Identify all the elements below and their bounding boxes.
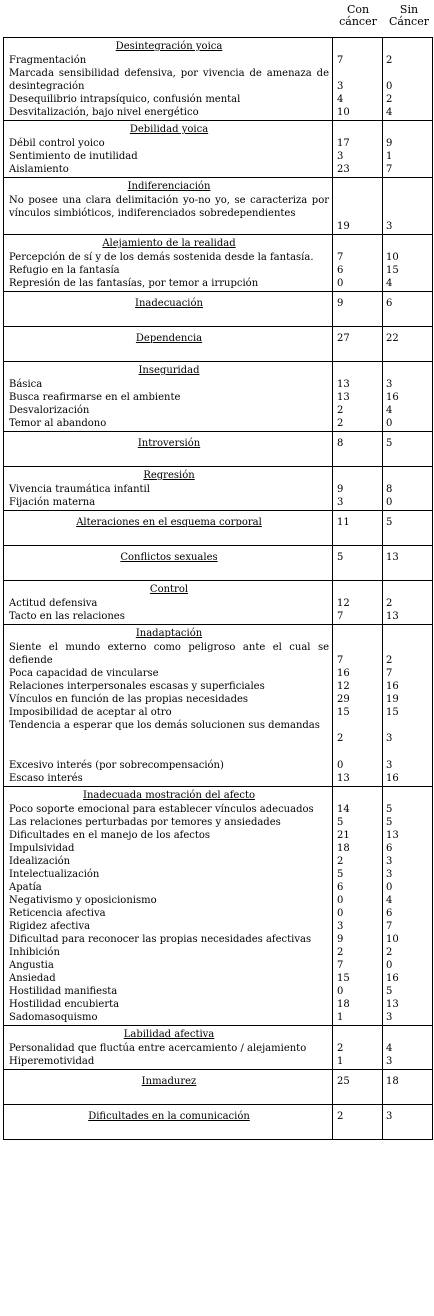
count-value: 5: [386, 517, 393, 528]
count-value: 2: [337, 418, 344, 429]
table-row: [4, 1026, 433, 1070]
count-value: 4: [386, 1043, 393, 1054]
category-cell: [4, 467, 333, 511]
count-value: 7: [337, 655, 344, 666]
category-title: Regresión: [143, 470, 195, 481]
sin-cancer-cell: [383, 1105, 433, 1140]
table-header: [0, 0, 434, 36]
count-value: 0: [386, 418, 393, 429]
sin-cancer-cell: [383, 625, 433, 787]
category-cell: [4, 38, 333, 121]
item-label: Sadomasoquismo: [9, 1012, 98, 1023]
category-cell: [4, 581, 333, 625]
count-value: 13: [386, 611, 399, 622]
category-title: Alteraciones en el esquema corporal: [76, 517, 262, 528]
count-value: 16: [386, 681, 399, 692]
count-value: 12: [337, 598, 350, 609]
sin-cancer-cell: [383, 467, 433, 511]
item-label: Ansiedad: [9, 973, 56, 984]
category-cell: [4, 1105, 333, 1140]
con-cancer-cell: [333, 178, 383, 235]
count-value: 7: [337, 960, 344, 971]
sin-cancer-cell: [383, 546, 433, 581]
count-value: 0: [386, 497, 393, 508]
count-value: 13: [337, 379, 350, 390]
sin-cancer-cell: [383, 511, 433, 546]
sin-cancer-cell: [383, 327, 433, 362]
count-value: 3: [386, 1012, 393, 1023]
con-cancer-cell: [333, 292, 383, 327]
table-row: [4, 38, 433, 121]
table-row: [4, 292, 433, 327]
count-value: 25: [337, 1076, 350, 1087]
count-value: 8: [386, 484, 393, 495]
item-label: Temor al abandono: [9, 418, 107, 429]
item-label: Impulsividad: [9, 843, 75, 854]
category-cell: [4, 625, 333, 787]
category-title: Introversión: [137, 438, 201, 449]
item-label: Fragmentación: [9, 55, 87, 66]
con-cancer-cell: [333, 327, 383, 362]
con-cancer-cell: [333, 625, 383, 787]
count-value: 22: [386, 333, 399, 344]
con-cancer-cell: [333, 38, 383, 121]
count-value: 5: [337, 817, 344, 828]
category-title: Inadecuación: [135, 298, 203, 309]
count-value: 8: [337, 438, 344, 449]
item-label: Vínculos en función de las propias necesidades: [9, 694, 249, 705]
item-label: Tacto en las relaciones: [9, 611, 125, 622]
item-label: Siente el mundo externo como peligroso ante el cual se defiende: [9, 642, 329, 666]
count-value: 14: [337, 804, 350, 815]
count-value: 4: [386, 895, 393, 906]
item-label: Tendencia a esperar que los demás solucionen sus demandas: [9, 720, 320, 731]
count-value: 3: [337, 151, 344, 162]
item-label: Reticencia afectiva: [9, 908, 106, 919]
item-label: Las relaciones perturbadas por temores y ansiedades: [9, 817, 281, 828]
item-label: Hiperemotividad: [9, 1056, 95, 1067]
category-title: Inadaptación: [135, 628, 203, 639]
count-value: 4: [386, 405, 393, 416]
count-value: 15: [337, 973, 350, 984]
count-value: 7: [386, 164, 393, 175]
item-label: Aislamiento: [9, 164, 69, 175]
count-value: 9: [337, 298, 344, 309]
count-value: 18: [337, 843, 350, 854]
con-cancer-cell: [333, 121, 383, 178]
sin-cancer-cell: [383, 787, 433, 1026]
count-value: 3: [386, 1111, 393, 1122]
category-title: Control: [149, 584, 189, 595]
table-row: [4, 511, 433, 546]
count-value: 15: [386, 265, 399, 276]
table-row: [4, 581, 433, 625]
table-row: [4, 1105, 433, 1140]
count-value: 2: [386, 947, 393, 958]
count-value: 18: [337, 999, 350, 1010]
count-value: 3: [386, 733, 393, 744]
item-label: Percepción de sí y de los demás sostenida desde la fantasía.: [9, 252, 314, 263]
count-value: 10: [386, 934, 399, 945]
sin-cancer-cell: [383, 581, 433, 625]
count-value: 2: [386, 598, 393, 609]
item-label: Dificultades en el manejo de los afectos: [9, 830, 211, 841]
category-cell: [4, 432, 333, 467]
count-value: 3: [386, 856, 393, 867]
count-value: 13: [337, 773, 350, 784]
count-value: 7: [386, 921, 393, 932]
item-label: Desvalorización: [9, 405, 90, 416]
table-row: [4, 178, 433, 235]
count-value: 12: [337, 681, 350, 692]
count-value: 10: [337, 107, 350, 118]
count-value: 2: [386, 94, 393, 105]
sin-cancer-cell: [383, 38, 433, 121]
count-value: 2: [337, 1043, 344, 1054]
con-cancer-cell: [333, 1070, 383, 1105]
count-value: 3: [386, 1056, 393, 1067]
count-value: 15: [337, 707, 350, 718]
count-value: 16: [386, 392, 399, 403]
category-cell: [4, 1070, 333, 1105]
item-label: Escaso interés: [9, 773, 83, 784]
item-label: Fijación materna: [9, 497, 96, 508]
count-value: 21: [337, 830, 350, 841]
count-value: 13: [337, 392, 350, 403]
item-label: Busca reafirmarse en el ambiente: [9, 392, 181, 403]
count-value: 6: [386, 908, 393, 919]
con-cancer-cell: [333, 235, 383, 292]
table-row: [4, 1070, 433, 1105]
item-label: Hostilidad manifiesta: [9, 986, 118, 997]
item-label: Negativismo y oposicionismo: [9, 895, 157, 906]
count-value: 9: [386, 138, 393, 149]
item-label: Dificultad para reconocer las propias necesidades afectivas: [9, 934, 312, 945]
count-value: 18: [386, 1076, 399, 1087]
category-cell: [4, 362, 333, 432]
category-cell: [4, 546, 333, 581]
comparison-table: [3, 37, 433, 1140]
count-value: 0: [386, 882, 393, 893]
category-cell: [4, 327, 333, 362]
count-value: 5: [386, 817, 393, 828]
category-title: Indiferenciación: [127, 181, 211, 192]
category-title: Inadecuada mostración del afecto: [83, 790, 255, 801]
count-value: 3: [386, 760, 393, 771]
count-value: 0: [386, 81, 393, 92]
item-label: Represión de las fantasías, por temor a irrupción: [9, 278, 259, 289]
category-cell: [4, 787, 333, 1026]
count-value: 5: [386, 804, 393, 815]
count-value: 3: [386, 221, 393, 232]
count-value: 2: [337, 405, 344, 416]
count-value: 16: [386, 973, 399, 984]
count-value: 1: [337, 1012, 344, 1023]
count-value: 4: [386, 278, 393, 289]
count-value: 0: [337, 908, 344, 919]
con-cancer-cell: [333, 787, 383, 1026]
item-label: Excesivo interés (por sobrecompensación): [9, 760, 224, 771]
count-value: 2: [386, 655, 393, 666]
count-value: 0: [337, 986, 344, 997]
item-label: Inhibición: [9, 947, 60, 958]
count-value: 11: [337, 517, 350, 528]
item-label: Desequilibrio intrapsíquico, confusión mental: [9, 94, 241, 105]
count-value: 3: [337, 81, 344, 92]
count-value: 3: [386, 379, 393, 390]
count-value: 3: [386, 869, 393, 880]
item-label: No posee una clara delimitación yo-no yo, se caracteriza por vínculos simbióticos, indiferenciados sobredependientes: [9, 195, 329, 219]
item-label: Sentimiento de inutilidad: [9, 151, 138, 162]
table-row: [4, 121, 433, 178]
sin-cancer-cell: [383, 121, 433, 178]
count-value: 10: [386, 252, 399, 263]
count-value: 1: [337, 1056, 344, 1067]
count-value: 4: [386, 107, 393, 118]
count-value: 15: [386, 707, 399, 718]
category-title: Conflictos sexuales: [120, 552, 218, 563]
count-value: 16: [386, 773, 399, 784]
item-label: Vivencia traumática infantil: [9, 484, 150, 495]
count-value: 2: [337, 947, 344, 958]
count-value: 2: [337, 733, 344, 744]
column-header-con-cancer: Con cáncer: [339, 3, 377, 28]
item-label: Intelectualización: [9, 869, 100, 880]
count-value: 13: [386, 552, 399, 563]
count-value: 13: [386, 830, 399, 841]
con-cancer-cell: [333, 432, 383, 467]
table-row: [4, 625, 433, 787]
table-row: [4, 787, 433, 1026]
count-value: 1: [386, 151, 393, 162]
table-row: [4, 327, 433, 362]
category-title: Debilidad yoica: [129, 124, 209, 135]
category-cell: [4, 1026, 333, 1070]
item-label: Débil control yoico: [9, 138, 105, 149]
count-value: 2: [337, 1111, 344, 1122]
category-title: Inseguridad: [138, 365, 200, 376]
sin-cancer-cell: [383, 1026, 433, 1070]
category-title: Inmadurez: [141, 1076, 197, 1087]
sin-cancer-cell: [383, 1070, 433, 1105]
count-value: 6: [386, 843, 393, 854]
category-cell: [4, 511, 333, 546]
count-value: 29: [337, 694, 350, 705]
item-label: Básica: [9, 379, 43, 390]
count-value: 5: [386, 438, 393, 449]
count-value: 6: [337, 882, 344, 893]
count-value: 0: [337, 760, 344, 771]
category-cell: [4, 292, 333, 327]
item-label: Poco soporte emocional para establecer vínculos adecuados: [9, 804, 314, 815]
count-value: 4: [337, 94, 344, 105]
sin-cancer-cell: [383, 178, 433, 235]
table-row: [4, 362, 433, 432]
category-title: Dependencia: [135, 333, 203, 344]
sin-cancer-cell: [383, 235, 433, 292]
category-title: Labilidad afectiva: [123, 1029, 215, 1040]
category-title: Alejamiento de la realidad: [102, 238, 236, 249]
count-value: 7: [337, 611, 344, 622]
table-row: [4, 235, 433, 292]
count-value: 7: [386, 668, 393, 679]
item-label: Marcada sensibilidad defensiva, por vivencia de amenaza de desintegración: [9, 68, 329, 92]
count-value: 19: [386, 694, 399, 705]
con-cancer-cell: [333, 511, 383, 546]
table-row: [4, 432, 433, 467]
con-cancer-cell: [333, 1026, 383, 1070]
count-value: 5: [386, 986, 393, 997]
table-row: [4, 546, 433, 581]
sin-cancer-cell: [383, 432, 433, 467]
count-value: 17: [337, 138, 350, 149]
con-cancer-cell: [333, 467, 383, 511]
count-value: 9: [337, 484, 344, 495]
category-title: Dificultades en la comunicación: [88, 1111, 250, 1122]
item-label: Hostilidad encubierta: [9, 999, 120, 1010]
category-cell: [4, 178, 333, 235]
count-value: 0: [337, 895, 344, 906]
item-label: Rigidez afectiva: [9, 921, 91, 932]
category-title: Desintegración yoica: [115, 41, 223, 52]
count-value: 27: [337, 333, 350, 344]
sin-cancer-cell: [383, 292, 433, 327]
item-label: Desvitalización, bajo nivel energético: [9, 107, 199, 118]
con-cancer-cell: [333, 362, 383, 432]
category-cell: [4, 235, 333, 292]
count-value: 5: [337, 552, 344, 563]
con-cancer-cell: [333, 581, 383, 625]
item-label: Poca capacidad de vincularse: [9, 668, 159, 679]
count-value: 6: [386, 298, 393, 309]
count-value: 2: [386, 55, 393, 66]
item-label: Angustia: [9, 960, 54, 971]
count-value: 0: [337, 278, 344, 289]
table-row: [4, 467, 433, 511]
category-cell: [4, 121, 333, 178]
count-value: 23: [337, 164, 350, 175]
column-header-sin-cancer: Sin Cáncer: [389, 4, 429, 28]
item-label: Refugio en la fantasía: [9, 265, 120, 276]
count-value: 16: [337, 668, 350, 679]
item-label: Personalidad que fluctúa entre acercamiento / alejamiento: [9, 1043, 307, 1054]
count-value: 2: [337, 856, 344, 867]
count-value: 3: [337, 497, 344, 508]
count-value: 3: [337, 921, 344, 932]
count-value: 9: [337, 934, 344, 945]
count-value: 0: [386, 960, 393, 971]
count-value: 6: [337, 265, 344, 276]
item-label: Apatía: [9, 882, 42, 893]
count-value: 5: [337, 869, 344, 880]
count-value: 7: [337, 55, 344, 66]
item-label: Actitud defensiva: [9, 598, 98, 609]
con-cancer-cell: [333, 1105, 383, 1140]
item-label: Imposibilidad de aceptar al otro: [9, 707, 172, 718]
count-value: 13: [386, 999, 399, 1010]
item-label: Relaciones interpersonales escasas y superficiales: [9, 681, 265, 692]
con-cancer-cell: [333, 546, 383, 581]
sin-cancer-cell: [383, 362, 433, 432]
item-label: Idealización: [9, 856, 71, 867]
count-value: 19: [337, 221, 350, 232]
count-value: 7: [337, 252, 344, 263]
